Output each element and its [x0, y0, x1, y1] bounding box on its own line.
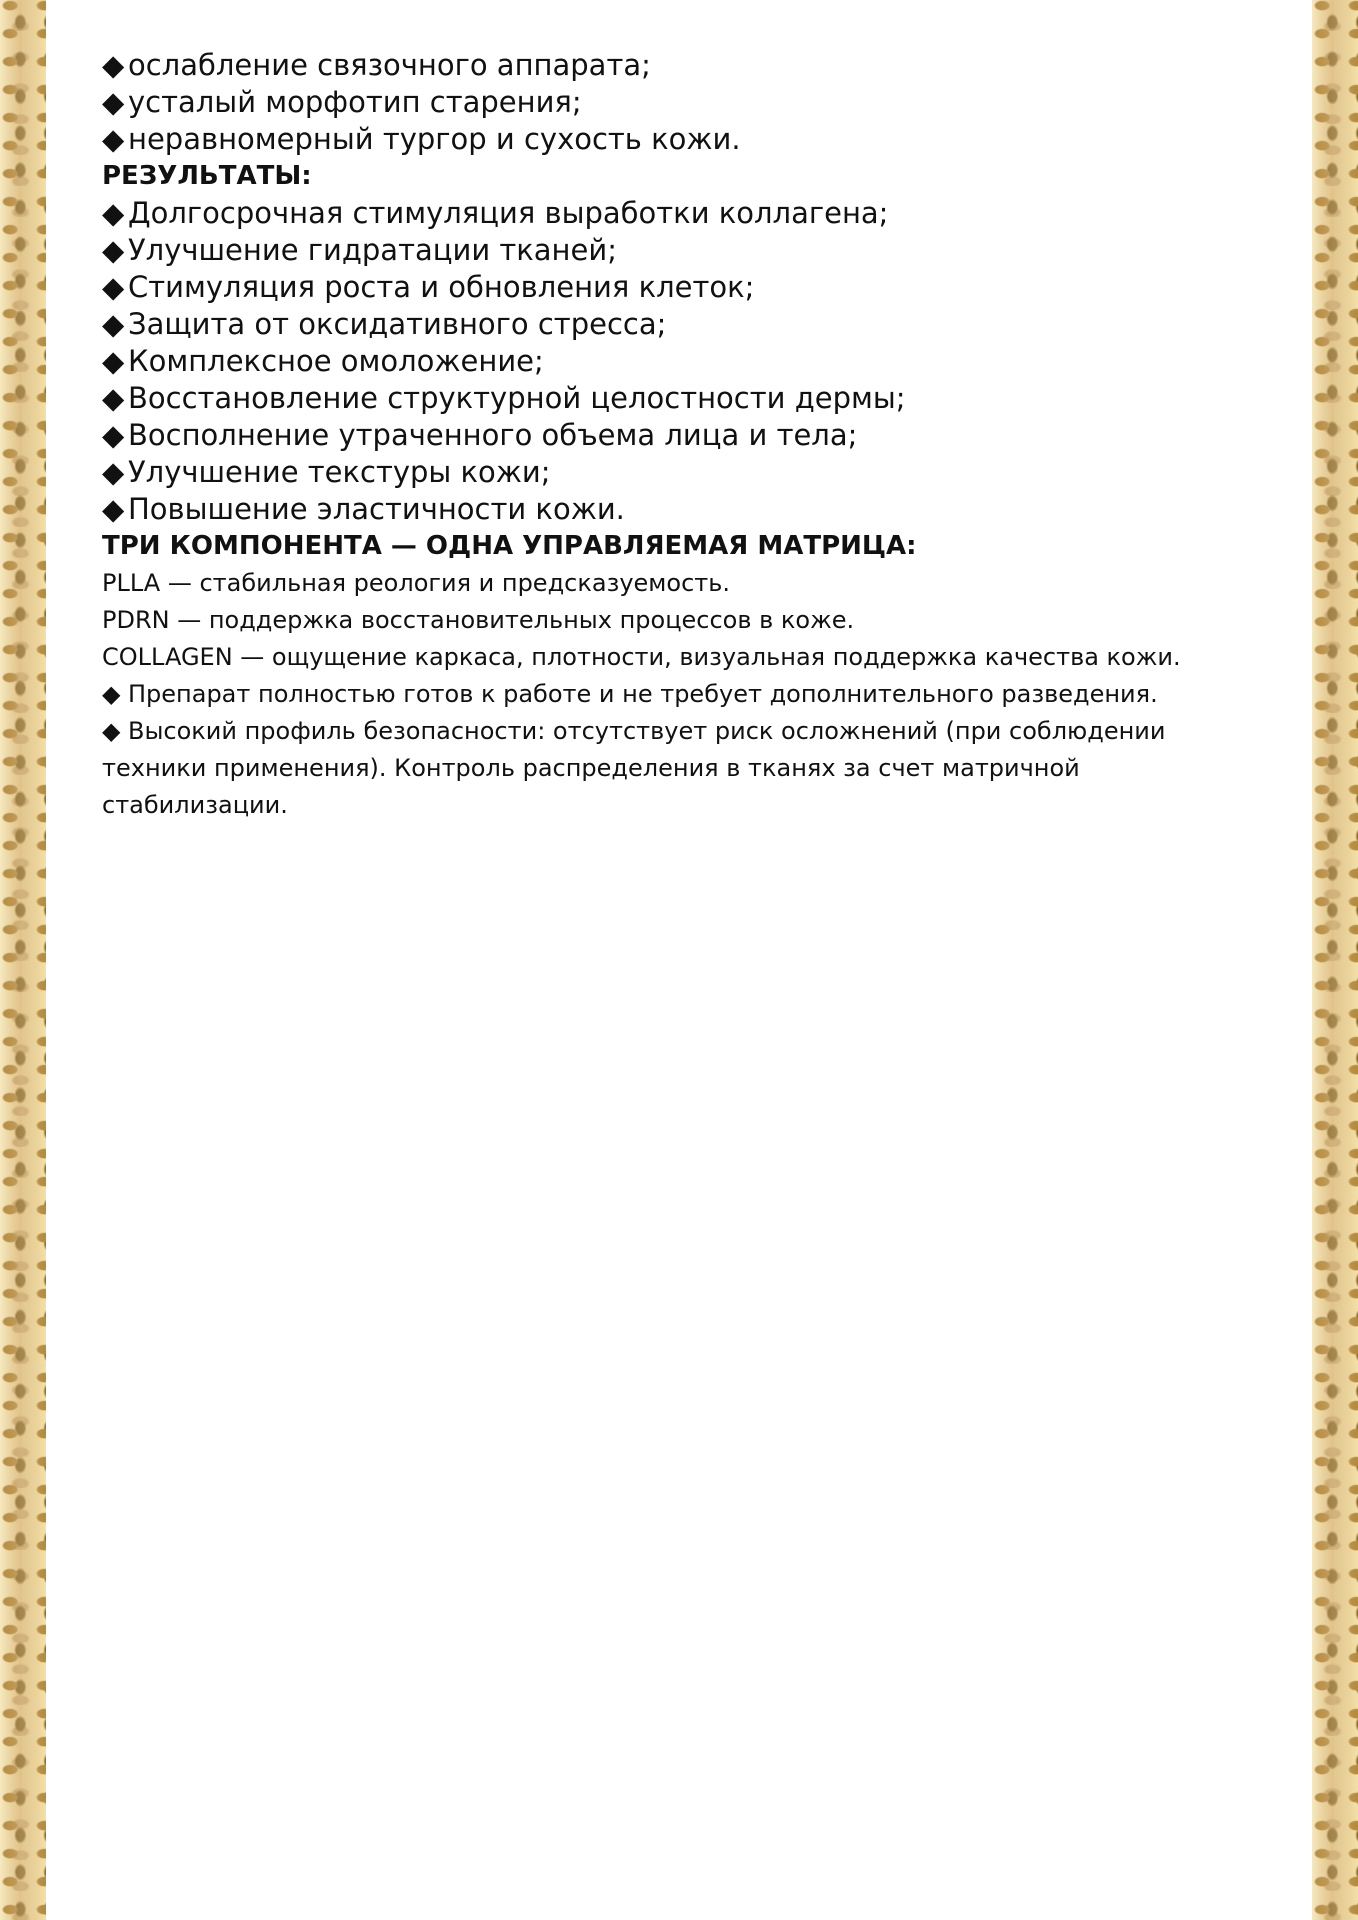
results-heading: РЕЗУЛЬТАТЫ: — [102, 161, 312, 191]
results-list-item: ◆ Восстановление структурной целостности дермы; — [102, 381, 906, 415]
bullet-icon: ◆ — [102, 307, 125, 341]
results-list-item: ◆ Повышение эластичности кожи. — [102, 492, 625, 526]
bullet-icon: ◆ — [102, 418, 125, 452]
document-content — [102, 47, 1252, 824]
note-item: ◆ Препарат полностью готов к работе и не требует дополнительного разведения. — [102, 676, 1252, 713]
component-line: PLLA — стабильная реология и предсказуемость. — [102, 569, 731, 597]
results-list-item: ◆ Стимуляция роста и обновления клеток; — [102, 270, 755, 304]
results-list-item: ◆ Долгосрочная стимуляция выработки коллагена; — [102, 196, 889, 230]
bullet-icon: ◆ — [102, 85, 125, 119]
bullet-icon: ◆ — [102, 717, 121, 745]
results-list-item: ◆ Улучшение гидратации тканей; — [102, 233, 617, 267]
results-list-item: ◆ Защита от оксидативного стресса; — [102, 307, 667, 341]
results-list-item: ◆ Комплексное омоложение; — [102, 344, 544, 378]
bullet-icon: ◆ — [102, 270, 125, 304]
bullet-icon: ◆ — [102, 233, 125, 267]
bullet-icon: ◆ — [102, 455, 125, 489]
left-decorative-border — [0, 0, 46, 1920]
bullet-icon: ◆ — [102, 196, 125, 230]
results-list-item: ◆ Восполнение утраченного объема лица и тела; — [102, 418, 858, 452]
bullet-icon: ◆ — [102, 122, 125, 156]
bullet-icon: ◆ — [102, 680, 121, 708]
bullet-icon: ◆ — [102, 48, 125, 82]
note-item: ◆ Высокий профиль безопасности: отсутствует риск осложнений (при соблюдении техники применения). Контроль распределения в тканях за счет матричной стабилизации. — [102, 713, 1252, 824]
bullet-icon: ◆ — [102, 492, 125, 526]
bullet-icon: ◆ — [102, 344, 125, 378]
components-heading: ТРИ КОМПОНЕНТА — ОДНА УПРАВЛЯЕМАЯ МАТРИЦА: — [102, 531, 917, 561]
top-list-item: ◆ ослабление связочного аппарата; — [102, 48, 651, 82]
right-decorative-border — [1312, 0, 1358, 1920]
component-line: COLLAGEN — ощущение каркаса, плотности, визуальная поддержка качества кожи. — [102, 643, 1181, 671]
bullet-icon: ◆ — [102, 381, 125, 415]
top-list-item: ◆ неравномерный тургор и сухость кожи. — [102, 122, 741, 156]
top-list-item: ◆ усталый морфотип старения; — [102, 85, 582, 119]
results-list-item: ◆ Улучшение текстуры кожи; — [102, 455, 551, 489]
component-line: PDRN — поддержка восстановительных процессов в коже. — [102, 606, 855, 634]
